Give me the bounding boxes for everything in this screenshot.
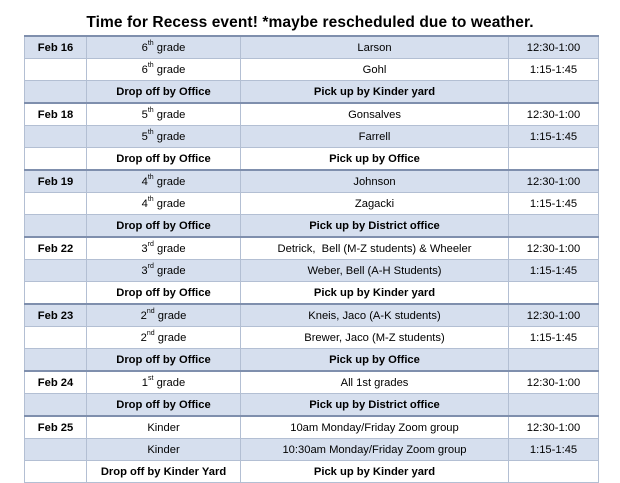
grade-cell — [87, 148, 241, 171]
date-cell: Feb 16 — [25, 36, 87, 59]
table-row — [25, 371, 599, 394]
time-cell — [509, 148, 599, 171]
teacher-cell: Larson — [241, 36, 509, 59]
grade-cell — [87, 327, 241, 349]
grade-word: grade — [153, 108, 186, 121]
grade-word: grade — [153, 242, 186, 255]
grade-text: 5 — [141, 108, 148, 121]
time-cell — [509, 349, 599, 372]
table-row — [25, 59, 599, 81]
time-cell: 1:15-1:45 — [509, 439, 599, 461]
teacher-cell: Gohl — [241, 59, 509, 81]
table-row — [25, 126, 599, 148]
grade-cell — [87, 371, 241, 394]
grade-word: grade — [153, 197, 186, 210]
grade-cell — [87, 170, 241, 193]
grade-text: 4 — [141, 175, 148, 188]
date-cell — [25, 439, 87, 461]
schedule-rows — [25, 36, 599, 483]
table-row — [25, 416, 599, 439]
date-cell — [25, 394, 87, 417]
teacher-cell: Kneis, Jaco (A-K students) — [241, 304, 509, 327]
grade-cell — [87, 126, 241, 148]
table-row — [25, 36, 599, 59]
grade-text: Drop off by Office — [116, 398, 211, 411]
grade-text: Kinder — [147, 421, 180, 434]
grade-cell — [87, 260, 241, 282]
grade-text: Drop off by Kinder Yard — [100, 465, 227, 478]
grade-text: Drop off by Office — [116, 286, 211, 299]
teacher-cell: Pick up by Kinder yard — [241, 81, 509, 104]
date-cell — [25, 126, 87, 148]
time-cell: 1:15-1:45 — [509, 59, 599, 81]
date-cell — [25, 81, 87, 104]
date-cell — [25, 327, 87, 349]
time-cell: 1:15-1:45 — [509, 327, 599, 349]
teacher-cell: Farrell — [241, 126, 509, 148]
grade-cell — [87, 349, 241, 372]
grade-cell — [87, 461, 241, 483]
date-cell — [25, 461, 87, 483]
teacher-cell: Pick up by District office — [241, 215, 509, 238]
date-cell — [25, 282, 87, 305]
grade-word: grade — [154, 309, 187, 322]
grade-cell — [87, 304, 241, 327]
date-cell: Feb 22 — [25, 237, 87, 260]
grade-text: 2 — [140, 331, 147, 344]
grade-ordinal-suffix: th — [147, 195, 154, 203]
grade-cell — [87, 193, 241, 215]
grade-cell — [87, 215, 241, 238]
grade-word: grade — [153, 376, 186, 389]
grade-text: 4 — [141, 197, 148, 210]
grade-text: 2 — [140, 309, 147, 322]
grade-word: grade — [153, 175, 186, 188]
time-cell — [509, 81, 599, 104]
time-cell: 12:30-1:00 — [509, 36, 599, 59]
table-row — [25, 349, 599, 372]
table-row — [25, 81, 599, 104]
grade-text: 3 — [141, 264, 148, 277]
time-cell: 12:30-1:00 — [509, 103, 599, 126]
table-row — [25, 237, 599, 260]
time-cell: 12:30-1:00 — [509, 416, 599, 439]
grade-cell — [87, 282, 241, 305]
teacher-cell: Detrick, Bell (M-Z students) & Wheeler — [241, 237, 509, 260]
date-cell: Feb 25 — [25, 416, 87, 439]
time-cell: 12:30-1:00 — [509, 304, 599, 327]
grade-ordinal-suffix: th — [147, 39, 154, 47]
grade-word: grade — [153, 130, 186, 143]
time-cell: 12:30-1:00 — [509, 237, 599, 260]
grade-ordinal-suffix: th — [147, 128, 154, 136]
table-row — [25, 103, 599, 126]
time-cell: 1:15-1:45 — [509, 260, 599, 282]
teacher-cell: Pick up by Office — [241, 349, 509, 372]
teacher-cell: Weber, Bell (A-H Students) — [241, 260, 509, 282]
table-row — [25, 170, 599, 193]
grade-word: grade — [153, 41, 186, 54]
teacher-cell: 10:30am Monday/Friday Zoom group — [241, 439, 509, 461]
grade-text: 6 — [141, 63, 148, 76]
date-cell — [25, 215, 87, 238]
time-cell — [509, 215, 599, 238]
grade-ordinal-suffix: rd — [147, 240, 154, 248]
teacher-cell: Pick up by District office — [241, 394, 509, 417]
grade-ordinal-suffix: rd — [147, 262, 154, 270]
grade-text: 5 — [141, 130, 148, 143]
date-cell — [25, 148, 87, 171]
grade-text: 1 — [141, 376, 149, 389]
date-cell: Feb 23 — [25, 304, 87, 327]
grade-ordinal-suffix: th — [147, 173, 154, 181]
table-row — [25, 215, 599, 238]
date-cell — [25, 260, 87, 282]
grade-ordinal-suffix: nd — [146, 307, 155, 315]
grade-text: Drop off by Office — [116, 219, 211, 232]
table-row — [25, 260, 599, 282]
grade-text: Drop off by Office — [116, 152, 211, 165]
date-cell — [25, 349, 87, 372]
teacher-cell: Zagacki — [241, 193, 509, 215]
grade-text: Drop off by Office — [116, 353, 211, 366]
time-cell — [509, 282, 599, 305]
time-cell: 1:15-1:45 — [509, 126, 599, 148]
teacher-cell: Pick up by Kinder yard — [241, 282, 509, 305]
grade-word: grade — [153, 264, 186, 277]
time-cell: 12:30-1:00 — [509, 371, 599, 394]
page-title: Time for Recess event! *maybe rescheduled due to weather. — [86, 14, 534, 31]
grade-ordinal-suffix: th — [147, 61, 154, 69]
grade-cell — [87, 394, 241, 417]
table-row — [25, 327, 599, 349]
grade-word: grade — [153, 63, 186, 76]
grade-text: 3 — [141, 242, 148, 255]
date-cell: Feb 19 — [25, 170, 87, 193]
grade-cell — [87, 36, 241, 59]
teacher-cell: All 1st grades — [241, 371, 509, 394]
date-cell — [25, 193, 87, 215]
grade-ordinal-suffix: nd — [146, 329, 155, 337]
table-row — [25, 461, 599, 483]
teacher-cell: Pick up by Kinder yard — [241, 461, 509, 483]
table-row — [25, 193, 599, 215]
teacher-cell: Johnson — [241, 170, 509, 193]
grade-text: 6 — [141, 41, 148, 54]
grade-cell — [87, 237, 241, 260]
grade-cell — [87, 439, 241, 461]
table-row — [25, 304, 599, 327]
table-row — [25, 282, 599, 305]
teacher-cell: Gonsalves — [241, 103, 509, 126]
date-cell: Feb 24 — [25, 371, 87, 394]
grade-cell — [87, 103, 241, 126]
grade-cell — [87, 416, 241, 439]
time-cell: 12:30-1:00 — [509, 170, 599, 193]
grade-text: Kinder — [147, 443, 180, 456]
time-cell — [509, 461, 599, 483]
table-row — [25, 394, 599, 417]
date-cell — [25, 59, 87, 81]
time-cell: 1:15-1:45 — [509, 193, 599, 215]
teacher-cell: Pick up by Office — [241, 148, 509, 171]
grade-ordinal-suffix: st — [148, 374, 154, 382]
teacher-cell: 10am Monday/Friday Zoom group — [241, 416, 509, 439]
schedule-table — [24, 35, 599, 483]
grade-text: Drop off by Office — [116, 85, 211, 98]
teacher-cell: Brewer, Jaco (M-Z students) — [241, 327, 509, 349]
time-cell — [509, 394, 599, 417]
table-row — [25, 439, 599, 461]
grade-cell — [87, 81, 241, 104]
date-cell: Feb 18 — [25, 103, 87, 126]
table-row — [25, 148, 599, 171]
grade-cell — [87, 59, 241, 81]
grade-word: grade — [154, 331, 187, 344]
grade-ordinal-suffix: th — [147, 106, 154, 114]
